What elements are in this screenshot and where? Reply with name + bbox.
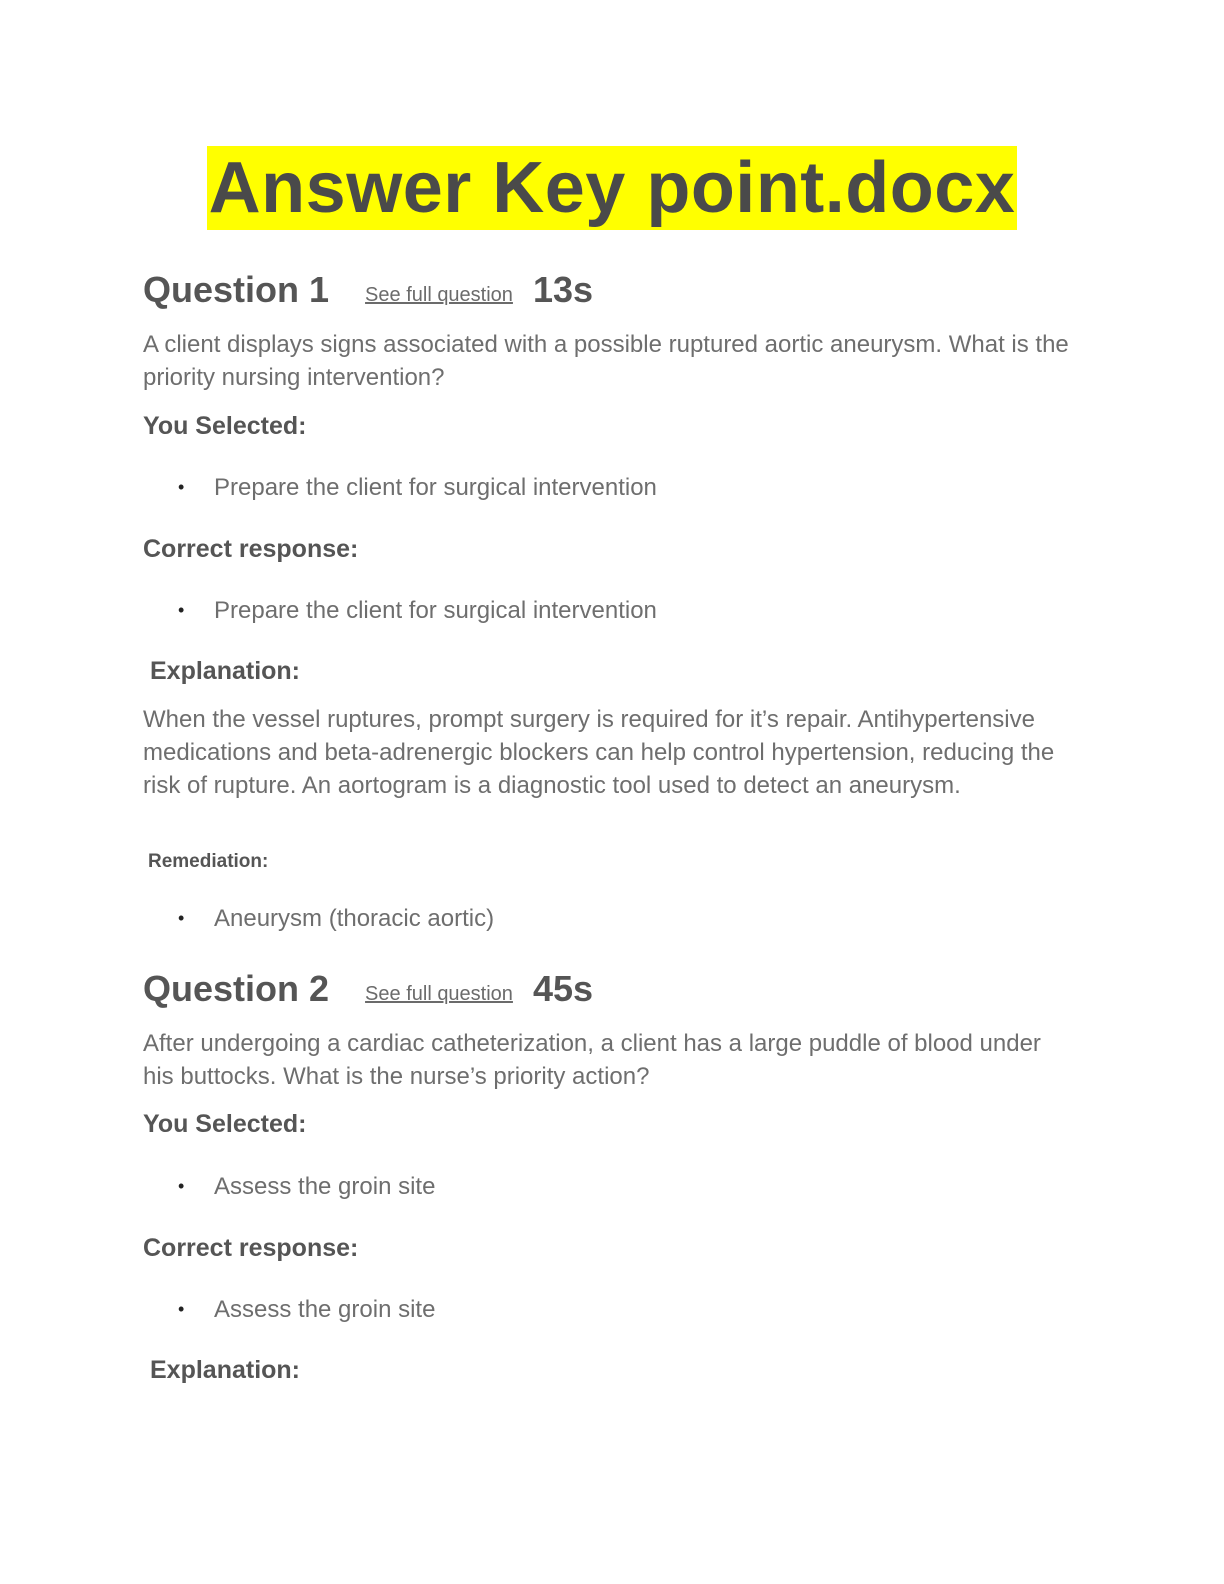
bullet-icon: • (178, 477, 185, 497)
question-1-explanation-label: Explanation: (150, 657, 301, 685)
bullet-icon: • (178, 600, 185, 620)
bullet-icon: • (178, 1299, 185, 1319)
document-title: Answer Key point.docx (208, 148, 1016, 228)
question-1-header (143, 270, 593, 315)
question-1-correct-item (178, 595, 657, 626)
question-1-see-full-link[interactable]: See full question (365, 284, 513, 306)
question-1-correct-label: Correct response: (143, 535, 359, 563)
question-2-you-selected-label: You Selected: (143, 1110, 307, 1138)
question-2-correct-item (178, 1294, 435, 1325)
question-1-you-selected-label: You Selected: (143, 412, 307, 440)
bullet-icon: • (178, 908, 185, 928)
question-2-heading: Question 2 (143, 968, 330, 1009)
question-2-text: After undergoing a cardiac catheterization, a client has a large puddle of blood under his buttocks. What is the nurse’s priority action? (143, 1030, 1041, 1090)
question-1-correct-text: Prepare the client for surgical intervention (214, 597, 657, 624)
question-1-remediation-link[interactable]: Aneurysm (thoracic aortic) (214, 905, 495, 932)
question-1-heading: Question 1 (143, 269, 330, 310)
question-2-explanation-label: Explanation: (150, 1356, 301, 1384)
question-1-time: 13s (532, 269, 594, 310)
question-2-selected-text: Assess the groin site (214, 1173, 436, 1200)
question-2-header (143, 969, 593, 1014)
question-1-remediation-item (178, 903, 494, 934)
bullet-icon: • (178, 1176, 185, 1196)
question-2-correct-text: Assess the groin site (214, 1296, 436, 1323)
title-container (0, 146, 1224, 230)
question-2-see-full-link[interactable]: See full question (365, 983, 513, 1005)
question-2-selected-item (178, 1171, 435, 1202)
question-1-selected-text: Prepare the client for surgical intervention (214, 474, 657, 501)
question-1-remediation-label: Remediation: (148, 851, 269, 872)
question-1-text: A client displays signs associated with a possible ruptured aortic aneurysm. What is the priority nursing intervention? (143, 331, 1069, 391)
question-1-explanation-text: When the vessel ruptures, prompt surgery is required for it’s repair. Antihypertensive medications and beta-adrenergic blockers can help control hypertension, reducing the risk of rupture. An aortogram is a diagnostic tool used to detect an aneurysm. (143, 706, 1055, 799)
question-2-time: 45s (532, 968, 594, 1009)
question-2-correct-label: Correct response: (143, 1234, 359, 1262)
question-1-selected-item (178, 472, 657, 503)
